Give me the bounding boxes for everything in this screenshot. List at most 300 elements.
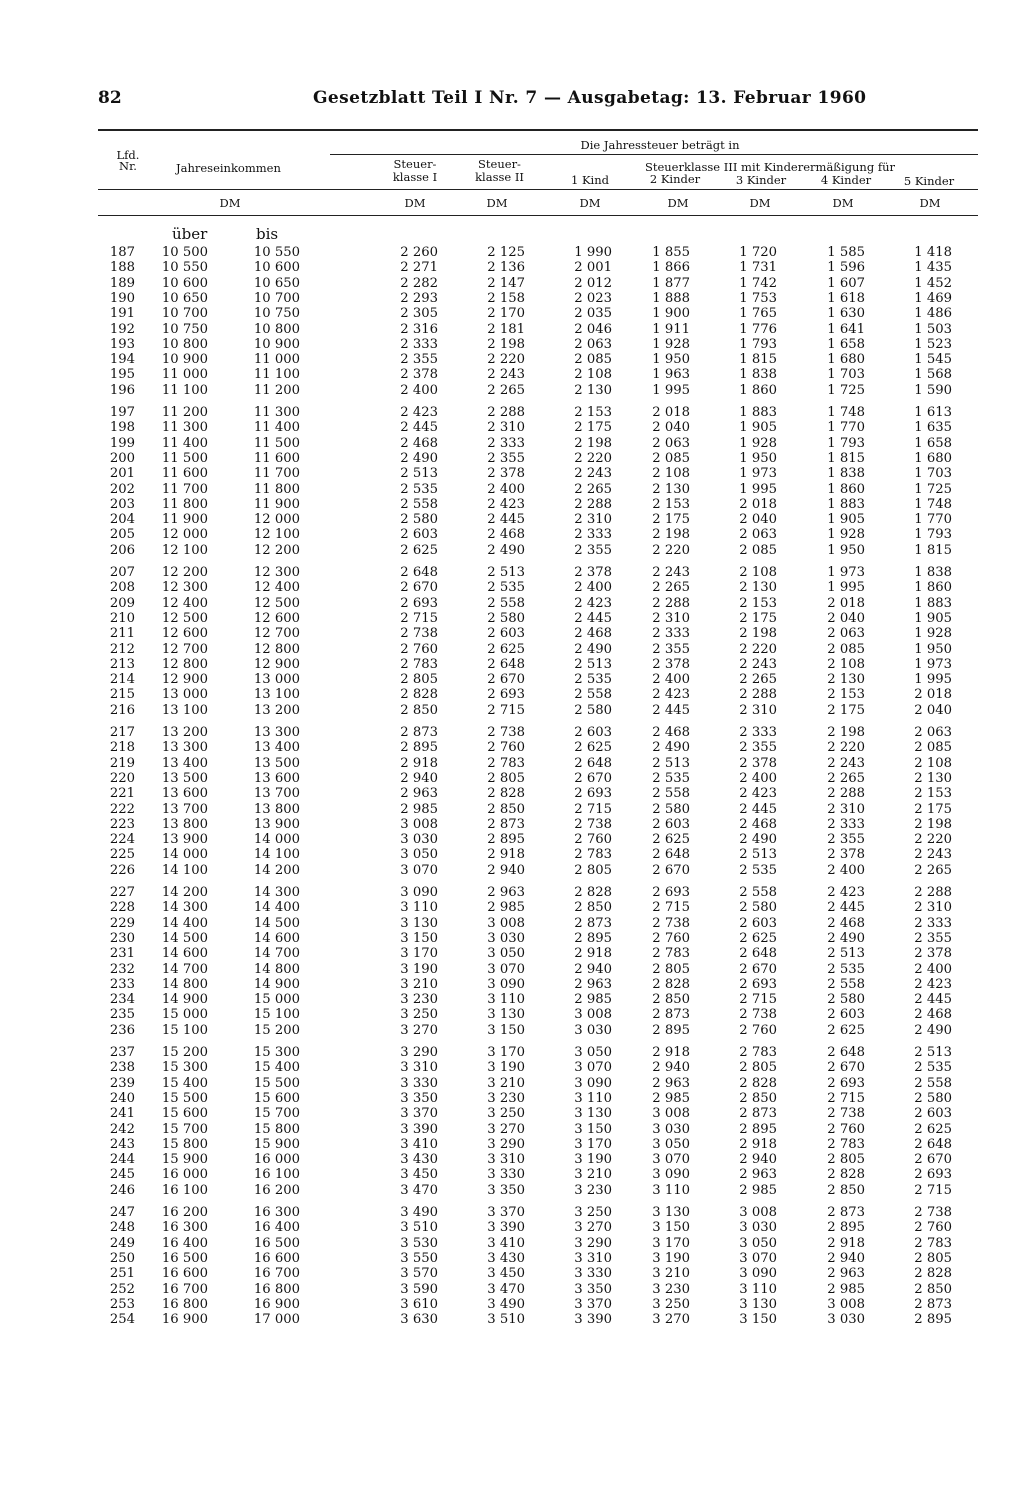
cell-kind-1: 3 230 — [574, 1182, 612, 1198]
cell-kinder-3: 1 815 — [739, 352, 777, 368]
cell-kinder-4: 2 940 — [827, 1250, 865, 1266]
cell-kinder-3: 3 130 — [739, 1296, 777, 1312]
cell-steuerklasse-1: 3 050 — [400, 847, 438, 863]
cell-steuerklasse-1: 3 190 — [400, 961, 438, 977]
table-row — [0, 1122, 1024, 1137]
table-row — [0, 565, 1024, 580]
cell-kinder-4: 1 596 — [827, 260, 865, 276]
cell-kinder-5: 1 703 — [914, 466, 952, 482]
cell-kind-1: 2 603 — [574, 725, 612, 740]
cell-kinder-2: 2 693 — [652, 885, 690, 900]
cell-kinder-5: 1 860 — [914, 580, 952, 596]
cell-kinder-2: 2 985 — [652, 1090, 690, 1106]
cell-steuerklasse-2: 3 170 — [487, 1045, 525, 1060]
cell-kinder-3: 2 220 — [739, 641, 777, 657]
cell-kinder-5: 1 590 — [914, 382, 952, 398]
cell-income-to: 12 100 — [253, 527, 300, 543]
cell-kinder-2: 2 850 — [652, 992, 690, 1008]
cell-kinder-2: 2 940 — [652, 1060, 690, 1076]
cell-steuerklasse-2: 2 220 — [487, 352, 525, 368]
cell-kinder-3: 3 070 — [739, 1250, 777, 1266]
header-kinder-4: 4 Kinder — [820, 173, 872, 187]
cell-income-over: 14 000 — [161, 847, 208, 863]
cell-kinder-5: 2 063 — [914, 725, 952, 740]
cell-income-to: 11 700 — [253, 466, 300, 482]
cell-steuerklasse-1: 3 008 — [400, 816, 438, 832]
cell-lfd-nr: 254 — [109, 1312, 135, 1328]
cell-lfd-nr: 206 — [109, 542, 135, 558]
table-row — [0, 1137, 1024, 1152]
cell-kinder-4: 1 973 — [827, 565, 865, 580]
unit-dm-k2: DM — [667, 196, 689, 210]
table-row — [0, 276, 1024, 291]
cell-kinder-5: 1 680 — [914, 450, 952, 466]
cell-kinder-5: 1 486 — [914, 306, 952, 322]
cell-income-to: 12 000 — [253, 512, 300, 528]
cell-kinder-5: 1 435 — [914, 260, 952, 276]
cell-kind-1: 3 130 — [574, 1106, 612, 1122]
table-row — [0, 245, 1024, 260]
cell-kinder-3: 2 738 — [739, 1007, 777, 1023]
cell-income-to: 16 900 — [253, 1296, 300, 1312]
cell-income-to: 13 400 — [253, 740, 300, 756]
cell-kinder-3: 2 558 — [739, 885, 777, 900]
cell-steuerklasse-1: 3 430 — [400, 1152, 438, 1168]
cell-steuerklasse-1: 3 250 — [400, 1007, 438, 1023]
cell-steuerklasse-2: 2 828 — [487, 786, 525, 802]
cell-income-to: 17 000 — [253, 1312, 300, 1328]
cell-lfd-nr: 233 — [109, 976, 135, 992]
cell-kinder-5: 2 805 — [914, 1250, 952, 1266]
cell-steuerklasse-2: 3 210 — [487, 1075, 525, 1091]
cell-steuerklasse-1: 2 648 — [400, 565, 438, 580]
cell-kinder-3: 1 731 — [739, 260, 777, 276]
cell-kind-1: 2 963 — [574, 976, 612, 992]
cell-income-to: 11 900 — [253, 496, 300, 512]
cell-income-to: 14 200 — [253, 862, 300, 878]
cell-steuerklasse-1: 2 580 — [400, 512, 438, 528]
cell-kind-1: 3 290 — [574, 1235, 612, 1251]
cell-kinder-2: 2 648 — [652, 847, 690, 863]
table-row — [0, 580, 1024, 595]
cell-kinder-2: 2 558 — [652, 786, 690, 802]
cell-kinder-5: 2 333 — [914, 915, 952, 931]
cell-steuerklasse-2: 3 150 — [487, 1022, 525, 1038]
table-row — [0, 1106, 1024, 1121]
cell-kinder-3: 1 950 — [739, 450, 777, 466]
cell-kinder-2: 2 895 — [652, 1022, 690, 1038]
table-row — [0, 1152, 1024, 1167]
table-row — [0, 900, 1024, 915]
cell-kinder-3: 3 008 — [739, 1205, 777, 1220]
cell-kind-1: 2 012 — [574, 275, 612, 291]
cell-kinder-4: 2 558 — [827, 976, 865, 992]
cell-steuerklasse-1: 2 316 — [400, 321, 438, 337]
cell-kinder-4: 2 310 — [827, 801, 865, 817]
cell-steuerklasse-2: 3 270 — [487, 1121, 525, 1137]
table-row — [0, 451, 1024, 466]
cell-kind-1: 2 035 — [574, 306, 612, 322]
cell-income-over: 10 900 — [161, 352, 208, 368]
cell-kinder-5: 1 883 — [914, 595, 952, 611]
cell-income-over: 11 700 — [161, 481, 208, 497]
cell-income-over: 15 400 — [161, 1075, 208, 1091]
cell-steuerklasse-2: 3 470 — [487, 1281, 525, 1297]
cell-kinder-3: 1 883 — [739, 405, 777, 420]
cell-kinder-5: 1 815 — [914, 542, 952, 558]
cell-lfd-nr: 230 — [109, 930, 135, 946]
cell-steuerklasse-2: 2 288 — [487, 405, 525, 420]
table-row — [0, 543, 1024, 558]
table-row — [0, 946, 1024, 961]
table-row — [0, 642, 1024, 657]
table-row — [0, 1023, 1024, 1038]
cell-kinder-4: 1 815 — [827, 450, 865, 466]
table-row — [0, 1183, 1024, 1198]
table-row — [0, 1060, 1024, 1075]
cell-income-to: 11 300 — [253, 405, 300, 420]
cell-kinder-4: 3 008 — [827, 1296, 865, 1312]
cell-kinder-3: 2 580 — [739, 900, 777, 916]
cell-steuerklasse-2: 2 940 — [487, 862, 525, 878]
cell-lfd-nr: 244 — [109, 1152, 135, 1168]
cell-kinder-3: 2 805 — [739, 1060, 777, 1076]
cell-steuerklasse-1: 2 378 — [400, 367, 438, 383]
cell-kinder-2: 2 580 — [652, 801, 690, 817]
cell-lfd-nr: 243 — [109, 1136, 135, 1152]
cell-income-over: 14 300 — [161, 900, 208, 916]
cell-lfd-nr: 227 — [109, 885, 135, 900]
cell-kind-1: 2 153 — [574, 405, 612, 420]
cell-kinder-3: 2 265 — [739, 672, 777, 688]
cell-kinder-3: 1 793 — [739, 336, 777, 352]
cell-income-over: 14 200 — [161, 885, 208, 900]
cell-income-to: 13 700 — [253, 786, 300, 802]
cell-lfd-nr: 187 — [109, 245, 135, 260]
cell-kind-1: 2 333 — [574, 527, 612, 543]
cell-kinder-4: 2 040 — [827, 610, 865, 626]
cell-kinder-5: 2 175 — [914, 801, 952, 817]
cell-kinder-5: 2 198 — [914, 816, 952, 832]
cell-kinder-2: 2 445 — [652, 702, 690, 718]
label-ueber: über — [172, 225, 208, 243]
cell-lfd-nr: 219 — [109, 755, 135, 771]
table-row — [0, 1091, 1024, 1106]
cell-kinder-3: 2 963 — [739, 1167, 777, 1183]
cell-income-to: 12 900 — [253, 656, 300, 672]
cell-kind-1: 2 805 — [574, 862, 612, 878]
cell-lfd-nr: 224 — [109, 832, 135, 848]
cell-steuerklasse-2: 2 580 — [487, 610, 525, 626]
cell-steuerklasse-1: 3 490 — [400, 1205, 438, 1220]
cell-steuerklasse-2: 2 181 — [487, 321, 525, 337]
cell-lfd-nr: 205 — [109, 527, 135, 543]
cell-steuerklasse-1: 3 590 — [400, 1281, 438, 1297]
cell-kinder-5: 2 895 — [914, 1312, 952, 1328]
cell-income-over: 10 750 — [161, 321, 208, 337]
cell-kinder-5: 1 452 — [914, 275, 952, 291]
cell-steuerklasse-1: 2 513 — [400, 466, 438, 482]
cell-kinder-4: 2 918 — [827, 1235, 865, 1251]
table-row — [0, 367, 1024, 382]
cell-income-over: 11 000 — [161, 367, 208, 383]
table-row — [0, 962, 1024, 977]
cell-kinder-2: 2 333 — [652, 626, 690, 642]
cell-steuerklasse-2: 2 147 — [487, 275, 525, 291]
cell-kind-1: 3 070 — [574, 1060, 612, 1076]
cell-kinder-3: 2 625 — [739, 930, 777, 946]
cell-steuerklasse-1: 3 410 — [400, 1136, 438, 1152]
cell-steuerklasse-1: 2 490 — [400, 450, 438, 466]
cell-steuerklasse-2: 2 265 — [487, 382, 525, 398]
table-row — [0, 725, 1024, 740]
cell-steuerklasse-1: 3 510 — [400, 1220, 438, 1236]
cell-kinder-3: 1 753 — [739, 290, 777, 306]
cell-kinder-4: 2 423 — [827, 885, 865, 900]
table-row — [0, 1205, 1024, 1220]
cell-kinder-4: 2 400 — [827, 862, 865, 878]
table-row — [0, 1220, 1024, 1235]
cell-kinder-5: 1 418 — [914, 245, 952, 260]
table-row — [0, 740, 1024, 755]
table-row — [0, 497, 1024, 512]
cell-steuerklasse-1: 2 940 — [400, 770, 438, 786]
cell-kinder-5: 1 905 — [914, 610, 952, 626]
cell-lfd-nr: 251 — [109, 1266, 135, 1282]
cell-kind-1: 2 535 — [574, 672, 612, 688]
cell-income-to: 11 500 — [253, 435, 300, 451]
table-row — [0, 771, 1024, 786]
cell-kinder-4: 1 630 — [827, 306, 865, 322]
cell-steuerklasse-1: 3 230 — [400, 992, 438, 1008]
cell-kinder-3: 2 378 — [739, 755, 777, 771]
cell-income-to: 14 400 — [253, 900, 300, 916]
cell-income-over: 13 400 — [161, 755, 208, 771]
cell-steuerklasse-1: 3 570 — [400, 1266, 438, 1282]
cell-income-to: 13 200 — [253, 702, 300, 718]
cell-income-over: 11 800 — [161, 496, 208, 512]
cell-income-to: 16 700 — [253, 1266, 300, 1282]
cell-income-over: 12 900 — [161, 672, 208, 688]
cell-kinder-3: 2 085 — [739, 542, 777, 558]
cell-kinder-4: 1 618 — [827, 290, 865, 306]
cell-kinder-5: 1 503 — [914, 321, 952, 337]
cell-kinder-3: 2 828 — [739, 1075, 777, 1091]
cell-kinder-5: 2 580 — [914, 1090, 952, 1106]
cell-income-over: 14 900 — [161, 992, 208, 1008]
cell-kinder-2: 2 355 — [652, 641, 690, 657]
cell-kinder-2: 3 270 — [652, 1312, 690, 1328]
cell-kinder-2: 2 625 — [652, 832, 690, 848]
cell-kinder-2: 2 738 — [652, 915, 690, 931]
cell-kinder-3: 1 776 — [739, 321, 777, 337]
cell-lfd-nr: 229 — [109, 915, 135, 931]
cell-kind-1: 2 355 — [574, 542, 612, 558]
cell-kinder-4: 2 715 — [827, 1090, 865, 1106]
cell-kind-1: 2 715 — [574, 801, 612, 817]
table-row — [0, 1266, 1024, 1281]
cell-kinder-2: 1 855 — [652, 245, 690, 260]
cell-lfd-nr: 250 — [109, 1250, 135, 1266]
cell-kinder-3: 2 895 — [739, 1121, 777, 1137]
cell-income-to: 11 000 — [253, 352, 300, 368]
cell-lfd-nr: 240 — [109, 1090, 135, 1106]
cell-income-over: 13 900 — [161, 832, 208, 848]
table-row — [0, 1297, 1024, 1312]
cell-income-over: 12 700 — [161, 641, 208, 657]
cell-income-to: 11 600 — [253, 450, 300, 466]
cell-kinder-2: 2 288 — [652, 595, 690, 611]
cell-kinder-2: 2 175 — [652, 512, 690, 528]
table-row — [0, 436, 1024, 451]
cell-lfd-nr: 191 — [109, 306, 135, 322]
cell-kinder-3: 2 175 — [739, 610, 777, 626]
cell-kinder-2: 2 063 — [652, 435, 690, 451]
cell-income-to: 10 550 — [253, 245, 300, 260]
cell-kinder-5: 1 613 — [914, 405, 952, 420]
cell-kind-1: 2 400 — [574, 580, 612, 596]
cell-kinder-2: 1 995 — [652, 382, 690, 398]
cell-kinder-2: 1 950 — [652, 352, 690, 368]
cell-income-to: 10 600 — [253, 260, 300, 276]
cell-income-over: 10 800 — [161, 336, 208, 352]
cell-steuerklasse-1: 2 828 — [400, 687, 438, 703]
cell-income-over: 15 800 — [161, 1136, 208, 1152]
cell-kinder-2: 2 310 — [652, 610, 690, 626]
cell-lfd-nr: 228 — [109, 900, 135, 916]
cell-kinder-2: 3 130 — [652, 1205, 690, 1220]
cell-kinder-4: 1 725 — [827, 382, 865, 398]
cell-income-to: 10 800 — [253, 321, 300, 337]
cell-lfd-nr: 212 — [109, 641, 135, 657]
cell-income-to: 16 100 — [253, 1167, 300, 1183]
cell-income-over: 13 000 — [161, 687, 208, 703]
cell-steuerklasse-1: 2 693 — [400, 595, 438, 611]
cell-kinder-4: 2 625 — [827, 1022, 865, 1038]
table-row — [0, 596, 1024, 611]
cell-kinder-5: 2 603 — [914, 1106, 952, 1122]
cell-kinder-5: 2 535 — [914, 1060, 952, 1076]
cell-kind-1: 2 895 — [574, 930, 612, 946]
cell-steuerklasse-2: 2 136 — [487, 260, 525, 276]
cell-steuerklasse-2: 3 130 — [487, 1007, 525, 1023]
header-kinder-5: 5 Kinder — [903, 174, 955, 188]
cell-kinder-2: 3 250 — [652, 1296, 690, 1312]
table-row — [0, 802, 1024, 817]
cell-steuerklasse-2: 2 333 — [487, 435, 525, 451]
cell-income-to: 13 000 — [253, 672, 300, 688]
cell-income-to: 14 300 — [253, 885, 300, 900]
table-row — [0, 977, 1024, 992]
table-row — [0, 337, 1024, 352]
cell-kinder-3: 2 243 — [739, 656, 777, 672]
cell-kinder-3: 2 783 — [739, 1045, 777, 1060]
cell-income-over: 10 700 — [161, 306, 208, 322]
cell-kinder-5: 1 469 — [914, 290, 952, 306]
cell-kind-1: 3 008 — [574, 1007, 612, 1023]
cell-kinder-2: 3 030 — [652, 1121, 690, 1137]
cell-kind-1: 2 783 — [574, 847, 612, 863]
unit-dm-k5: DM — [919, 196, 941, 210]
cell-kind-1: 2 693 — [574, 786, 612, 802]
table-row — [0, 626, 1024, 641]
cell-income-over: 16 900 — [161, 1312, 208, 1328]
cell-kind-1: 2 023 — [574, 290, 612, 306]
cell-kinder-3: 3 050 — [739, 1235, 777, 1251]
cell-steuerklasse-1: 3 310 — [400, 1060, 438, 1076]
cell-steuerklasse-1: 2 715 — [400, 610, 438, 626]
cell-kinder-2: 2 468 — [652, 725, 690, 740]
cell-income-over: 15 900 — [161, 1152, 208, 1168]
cell-kinder-5: 2 738 — [914, 1205, 952, 1220]
cell-steuerklasse-1: 2 738 — [400, 626, 438, 642]
cell-kinder-4: 1 950 — [827, 542, 865, 558]
cell-steuerklasse-1: 3 530 — [400, 1235, 438, 1251]
cell-kind-1: 2 648 — [574, 755, 612, 771]
cell-lfd-nr: 220 — [109, 770, 135, 786]
cell-kinder-3: 2 873 — [739, 1106, 777, 1122]
cell-lfd-nr: 214 — [109, 672, 135, 688]
cell-income-to: 16 000 — [253, 1152, 300, 1168]
header-kind-1: 1 Kind — [570, 173, 609, 187]
cell-steuerklasse-2: 2 468 — [487, 527, 525, 543]
cell-kinder-2: 2 963 — [652, 1075, 690, 1091]
cell-kinder-2: 2 805 — [652, 961, 690, 977]
cell-steuerklasse-2: 2 535 — [487, 580, 525, 596]
cell-kinder-2: 3 050 — [652, 1136, 690, 1152]
cell-income-over: 10 500 — [161, 245, 208, 260]
cell-steuerklasse-2: 2 355 — [487, 450, 525, 466]
cell-kinder-3: 2 985 — [739, 1182, 777, 1198]
cell-steuerklasse-2: 3 310 — [487, 1152, 525, 1168]
cell-income-over: 13 700 — [161, 801, 208, 817]
cell-kinder-3: 2 355 — [739, 740, 777, 756]
cell-steuerklasse-2: 3 090 — [487, 976, 525, 992]
cell-kind-1: 2 828 — [574, 885, 612, 900]
cell-income-over: 12 100 — [161, 542, 208, 558]
cell-income-to: 12 500 — [253, 595, 300, 611]
cell-income-over: 12 500 — [161, 610, 208, 626]
cell-steuerklasse-2: 2 805 — [487, 770, 525, 786]
cell-kinder-5: 2 378 — [914, 946, 952, 962]
cell-income-to: 14 600 — [253, 930, 300, 946]
cell-kind-1: 2 288 — [574, 496, 612, 512]
cell-steuerklasse-1: 2 985 — [400, 801, 438, 817]
cell-kinder-4: 1 928 — [827, 527, 865, 543]
cell-kinder-5: 2 783 — [914, 1235, 952, 1251]
cell-kinder-5: 2 693 — [914, 1167, 952, 1183]
cell-steuerklasse-2: 2 513 — [487, 565, 525, 580]
cell-kind-1: 3 050 — [574, 1045, 612, 1060]
cell-income-over: 16 400 — [161, 1235, 208, 1251]
cell-kinder-4: 1 680 — [827, 352, 865, 368]
cell-kinder-3: 1 995 — [739, 481, 777, 497]
cell-steuerklasse-1: 3 550 — [400, 1250, 438, 1266]
cell-lfd-nr: 211 — [109, 626, 135, 642]
cell-steuerklasse-2: 2 603 — [487, 626, 525, 642]
cell-steuerklasse-1: 2 282 — [400, 275, 438, 291]
cell-income-to: 12 600 — [253, 610, 300, 626]
cell-kinder-2: 3 210 — [652, 1266, 690, 1282]
cell-kind-1: 2 985 — [574, 992, 612, 1008]
cell-steuerklasse-1: 2 783 — [400, 656, 438, 672]
cell-steuerklasse-2: 2 423 — [487, 496, 525, 512]
cell-kinder-3: 1 928 — [739, 435, 777, 451]
cell-income-over: 13 800 — [161, 816, 208, 832]
cell-kinder-4: 1 658 — [827, 336, 865, 352]
cell-income-to: 14 500 — [253, 915, 300, 931]
cell-steuerklasse-1: 3 070 — [400, 862, 438, 878]
